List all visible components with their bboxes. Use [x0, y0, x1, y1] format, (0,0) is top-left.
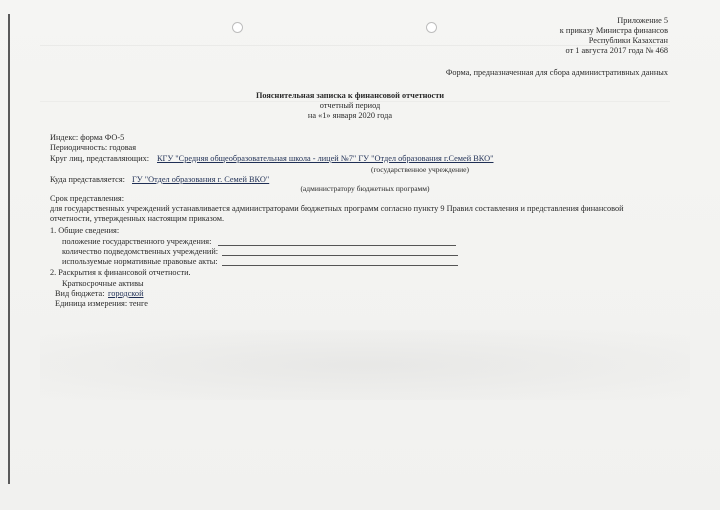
circle-value: КГУ "Средняя общеобразовательная школа - лицей №7" ГУ "Отдел образования г.Семей ВКО"	[157, 154, 494, 163]
subordinate-count-label: количество подведомственных учреждений:	[62, 247, 219, 256]
short-term-assets: Краткосрочные активы	[62, 279, 144, 288]
where-label: Куда представляется:	[50, 175, 125, 184]
deadline-text-2: отчетности, утвержденных настоящим приказом.	[50, 214, 225, 223]
budget-type-value: городской	[108, 289, 144, 298]
bleed-through-shadow	[40, 330, 690, 400]
subordinate-count-line	[222, 255, 458, 256]
institution-status-label: положение государственного учреждения:	[62, 237, 212, 246]
unit-of-measure: Единица измерения: тенге	[55, 299, 148, 308]
general-section: 1. Общие сведения:	[50, 226, 120, 235]
appendix-line: Приложение 5	[617, 16, 668, 25]
deadline-label: Срок представления:	[50, 194, 125, 203]
punch-hole	[426, 22, 437, 33]
deadline-text-1: для государственных учреждений устанавливается администраторами бюджетных программ согласно пункту 9 Правил составления и представления финансовой	[50, 204, 624, 213]
document-title: Пояснительная записка к финансовой отчетности	[255, 91, 445, 100]
disclosure-section: 2. Раскрытия к финансовой отчетности.	[50, 268, 191, 277]
punch-hole	[232, 22, 243, 33]
form-index: Индекс: форма ФО-5	[50, 133, 125, 142]
report-date: на «1» января 2020 года	[307, 111, 393, 120]
country-line: Республики Казахстан	[588, 36, 668, 45]
legal-acts-line	[222, 265, 458, 266]
institution-status-line	[218, 245, 456, 246]
periodicity: Периодичность: годовая	[50, 143, 137, 152]
legal-acts-label: используемые нормативные правовые акты:	[62, 257, 218, 266]
page-edge-shadow	[8, 14, 10, 484]
where-caption: (администратору бюджетных программ)	[300, 184, 430, 193]
budget-type-label: Вид бюджета:	[55, 289, 105, 298]
circle-label: Круг лиц, представляющих:	[50, 154, 150, 163]
form-note: Форма, предназначенная для сбора административных данных	[445, 68, 668, 77]
reporting-period: отчетный период	[319, 101, 381, 110]
circle-caption: (государственное учреждение)	[370, 165, 469, 174]
date-line: от 1 августа 2017 года № 468	[565, 46, 668, 55]
order-line: к приказу Министра финансов	[559, 26, 668, 35]
where-value: ГУ "Отдел образования г. Семей ВКО"	[132, 175, 270, 184]
